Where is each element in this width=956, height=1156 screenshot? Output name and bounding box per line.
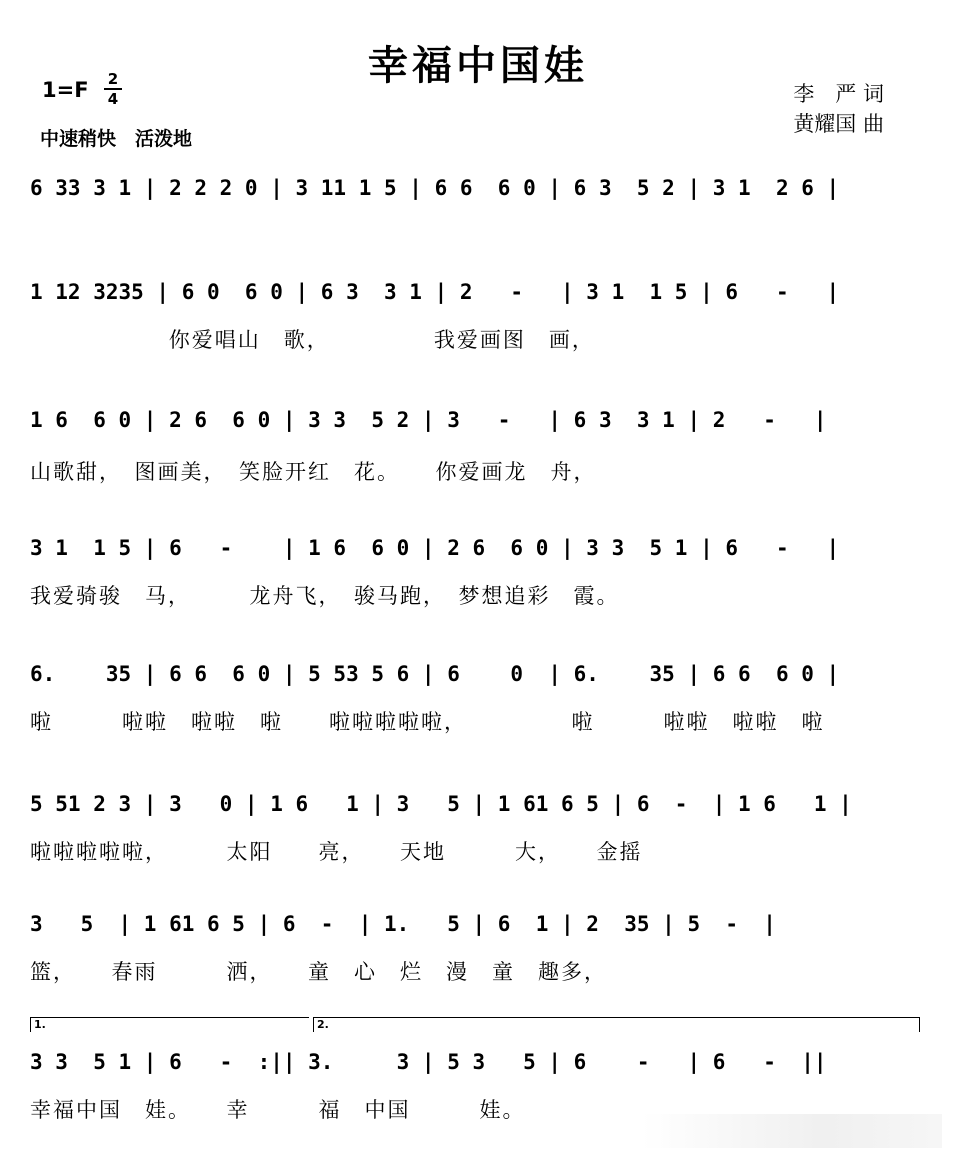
song-title: 幸福中国娃 xyxy=(368,42,588,89)
lyrics-row-5: 啦 啦啦 啦啦 啦 啦啦啦啦啦， 啦 啦啦 啦啦 啦 xyxy=(30,710,825,734)
notation-row-5: 6. 35 | 6 6 6 0 | 5 53 5 6 | 6 0 | 6. 35 | 6 6 6 0 | xyxy=(30,662,840,686)
composer-credit: 黄耀国 曲 xyxy=(793,112,884,136)
notation-row-7: 3 5 | 1 61 6 5 | 6 - | 1. 5 | 6 1 | 2 35 | 5 - | xyxy=(30,912,776,936)
lyrics-row-7: 篮， 春雨 洒， 童 心 烂 漫 童 趣多， xyxy=(30,960,607,984)
tempo-marking: 中速稍快 活泼地 xyxy=(40,128,193,150)
notation-row-3: 1 6 6 0 | 2 6 6 0 | 3 3 5 2 | 3 - | 6 3 3 1 | 2 - | xyxy=(30,408,827,432)
time-signature xyxy=(104,72,122,106)
lyrics-row-8: 幸福中国 娃。 幸 福 中国 娃。 xyxy=(30,1098,526,1122)
key-signature: 1=F xyxy=(42,78,89,102)
lyricist-credit: 李 严 词 xyxy=(793,82,884,106)
time-signature-top: 2 xyxy=(107,70,119,88)
lyrics-row-6: 啦啦啦啦啦， 太阳 亮， 天地 大， 金摇 xyxy=(30,840,643,864)
lyrics-row-4: 我爱骑骏 马， 龙舟飞， 骏马跑， 梦想追彩 霞。 xyxy=(30,584,620,608)
first-ending-bracket xyxy=(30,1017,309,1032)
lyrics-row-3: 山歌甜， 图画美， 笑脸开红 花。 你爱画龙 舟， xyxy=(30,460,597,484)
notation-row-4: 3 1 1 5 | 6 - | 1 6 6 0 | 2 6 6 0 | 3 3 5 1 | 6 - | xyxy=(30,536,840,560)
notation-row-6: 5 51 2 3 | 3 0 | 1 6 1 | 3 5 | 1 61 6 5 | 6 - | 1 6 1 | xyxy=(30,792,852,816)
notation-row-2: 1 12 3235 | 6 0 6 0 | 6 3 3 1 | 2 - | 3 1 1 5 | 6 - | xyxy=(30,280,840,304)
second-ending-label: 2. xyxy=(317,1018,329,1031)
second-ending-bracket xyxy=(313,1017,920,1032)
notation-row-8: 3 3 5 1 | 6 - :|| 3. 3 | 5 3 5 | 6 - | 6 - || xyxy=(30,1050,827,1074)
watermark-area xyxy=(642,1114,942,1148)
lyrics-row-2: 你爱唱山 歌， 我爱画图 画， xyxy=(30,328,595,352)
time-signature-bottom: 4 xyxy=(107,90,119,108)
notation-row-1: 6 33 3 1 | 2 2 2 0 | 3 11 1 5 | 6 6 6 0 | 6 3 5 2 | 3 1 2 6 | xyxy=(30,176,840,200)
first-ending-label: 1. xyxy=(34,1018,46,1031)
